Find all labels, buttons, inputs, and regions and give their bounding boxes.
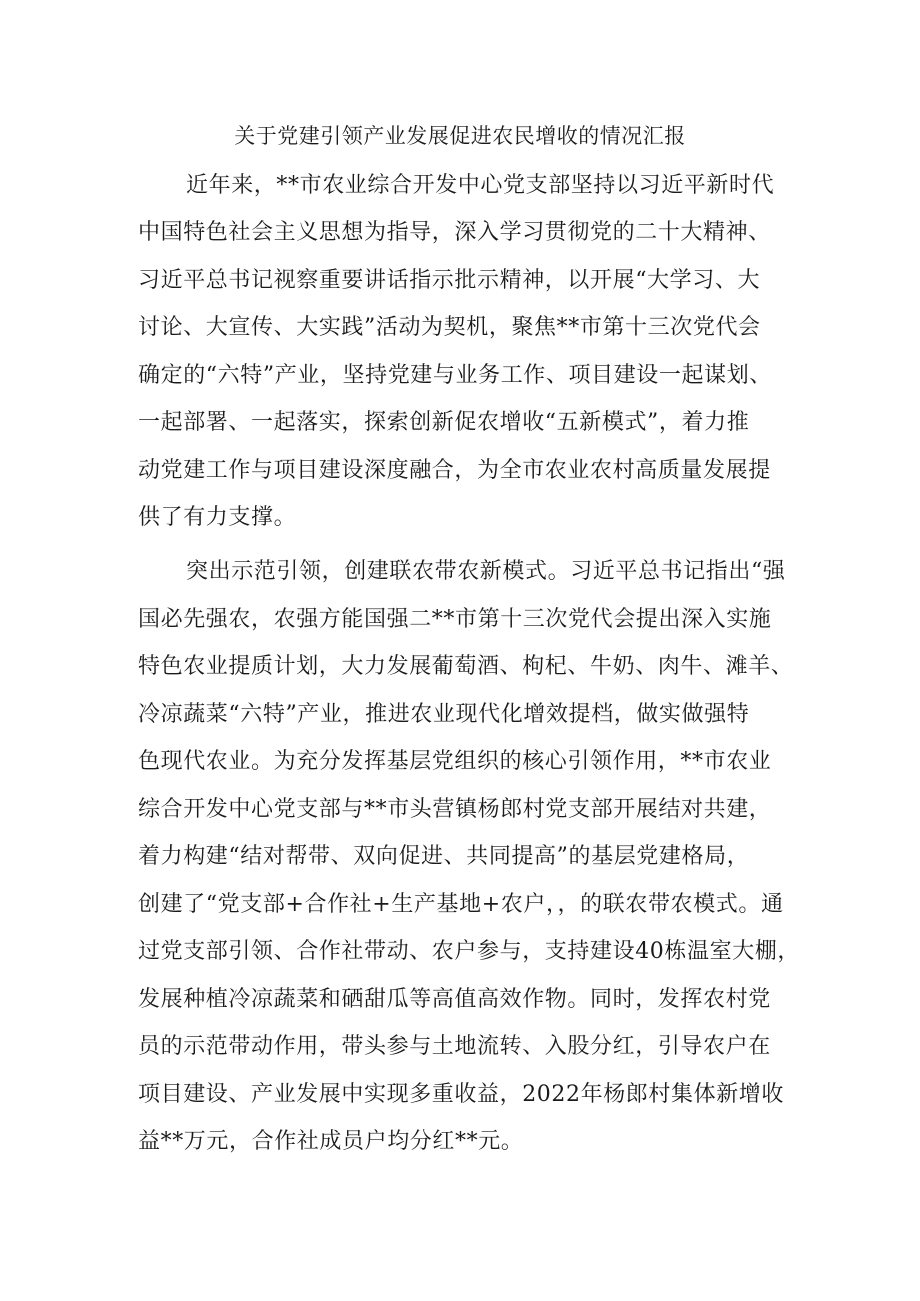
paragraph-2-line-1: 突出示范引领，创建联农带农新模式。习近平总书记指出“强 xyxy=(186,559,786,584)
paragraph-1-line-8: 供了有力支撑。 xyxy=(138,505,297,530)
paragraph-2-line-8: 创建了“党支部+合作社+生产基地+农户，，的联农带农模式。通 xyxy=(138,892,784,917)
paragraph-2-line-10: 发展种植冷凉蔬菜和硒甜瓜等高值高效作物。同时，发挥农村党 xyxy=(138,987,771,1012)
paragraph-1-line-7: 动党建工作与项目建设深度融合，为全市农业农村高质量发展提 xyxy=(138,458,771,483)
paragraph-2-line-6: 综合开发中心党支部与**市头营镇杨郎村党支部开展结对共建， xyxy=(138,797,772,822)
paragraph-2-line-11: 员的示范带动作用，带头参与土地流转、入股分红，引导农户在 xyxy=(138,1034,771,1059)
paragraph-1-line-4: 讨论、大宣传、大实践”活动为契机，聚焦**市第十三次党代会 xyxy=(138,315,761,340)
paragraph-1-line-6: 一起部署、一起落实，探索创新促农增收“五新模式”，着力推 xyxy=(138,410,750,435)
paragraph-2-line-13: 益**万元，合作社成员户均分红**元。 xyxy=(138,1129,524,1154)
paragraph-2-line-9: 过党支部引领、合作社带动、农户参与，支持建设40栋温室大棚， xyxy=(138,939,800,964)
paragraph-2-line-12: 项目建设、产业发展中实现多重收益，2022年杨郎村集体新增收 xyxy=(138,1082,784,1107)
paragraph-2-line-3: 特色农业提质计划，大力发展葡萄酒、枸杞、牛奶、肉牛、滩羊、 xyxy=(138,654,794,679)
paragraph-1-line-1: 近年来，**市农业综合开发中心党支部坚持以习近平新时代 xyxy=(186,173,775,198)
paragraph-2-line-2: 国必先强农，农强方能国强二**市第十三次党代会提出深入实施 xyxy=(138,607,772,632)
paragraph-1-line-3: 习近平总书记视察重要讲话指示批示精神，以开展“大学习、大 xyxy=(138,268,761,293)
paragraph-2-line-5: 色现代农业。为充分发挥基层党组织的核心引领作用，**市农业 xyxy=(138,749,772,774)
paragraph-2-line-7: 着力构建“结对帮带、双向促进、共同提高”的基层党建格局， xyxy=(138,844,750,869)
paragraph-1-line-5: 确定的“六特”产业，坚持党建与业务工作、项目建设一起谋划、 xyxy=(138,363,772,388)
paragraph-2-line-4: 冷凉蔬菜“六特”产业，推进农业现代化增效提档，做实做强特 xyxy=(138,702,750,727)
paragraph-1-line-2: 中国特色社会主义思想为指导，深入学习贯彻党的二十大精神、 xyxy=(138,220,771,245)
document-title: 关于党建引领产业发展促进农民增收的情况汇报 xyxy=(234,124,686,148)
